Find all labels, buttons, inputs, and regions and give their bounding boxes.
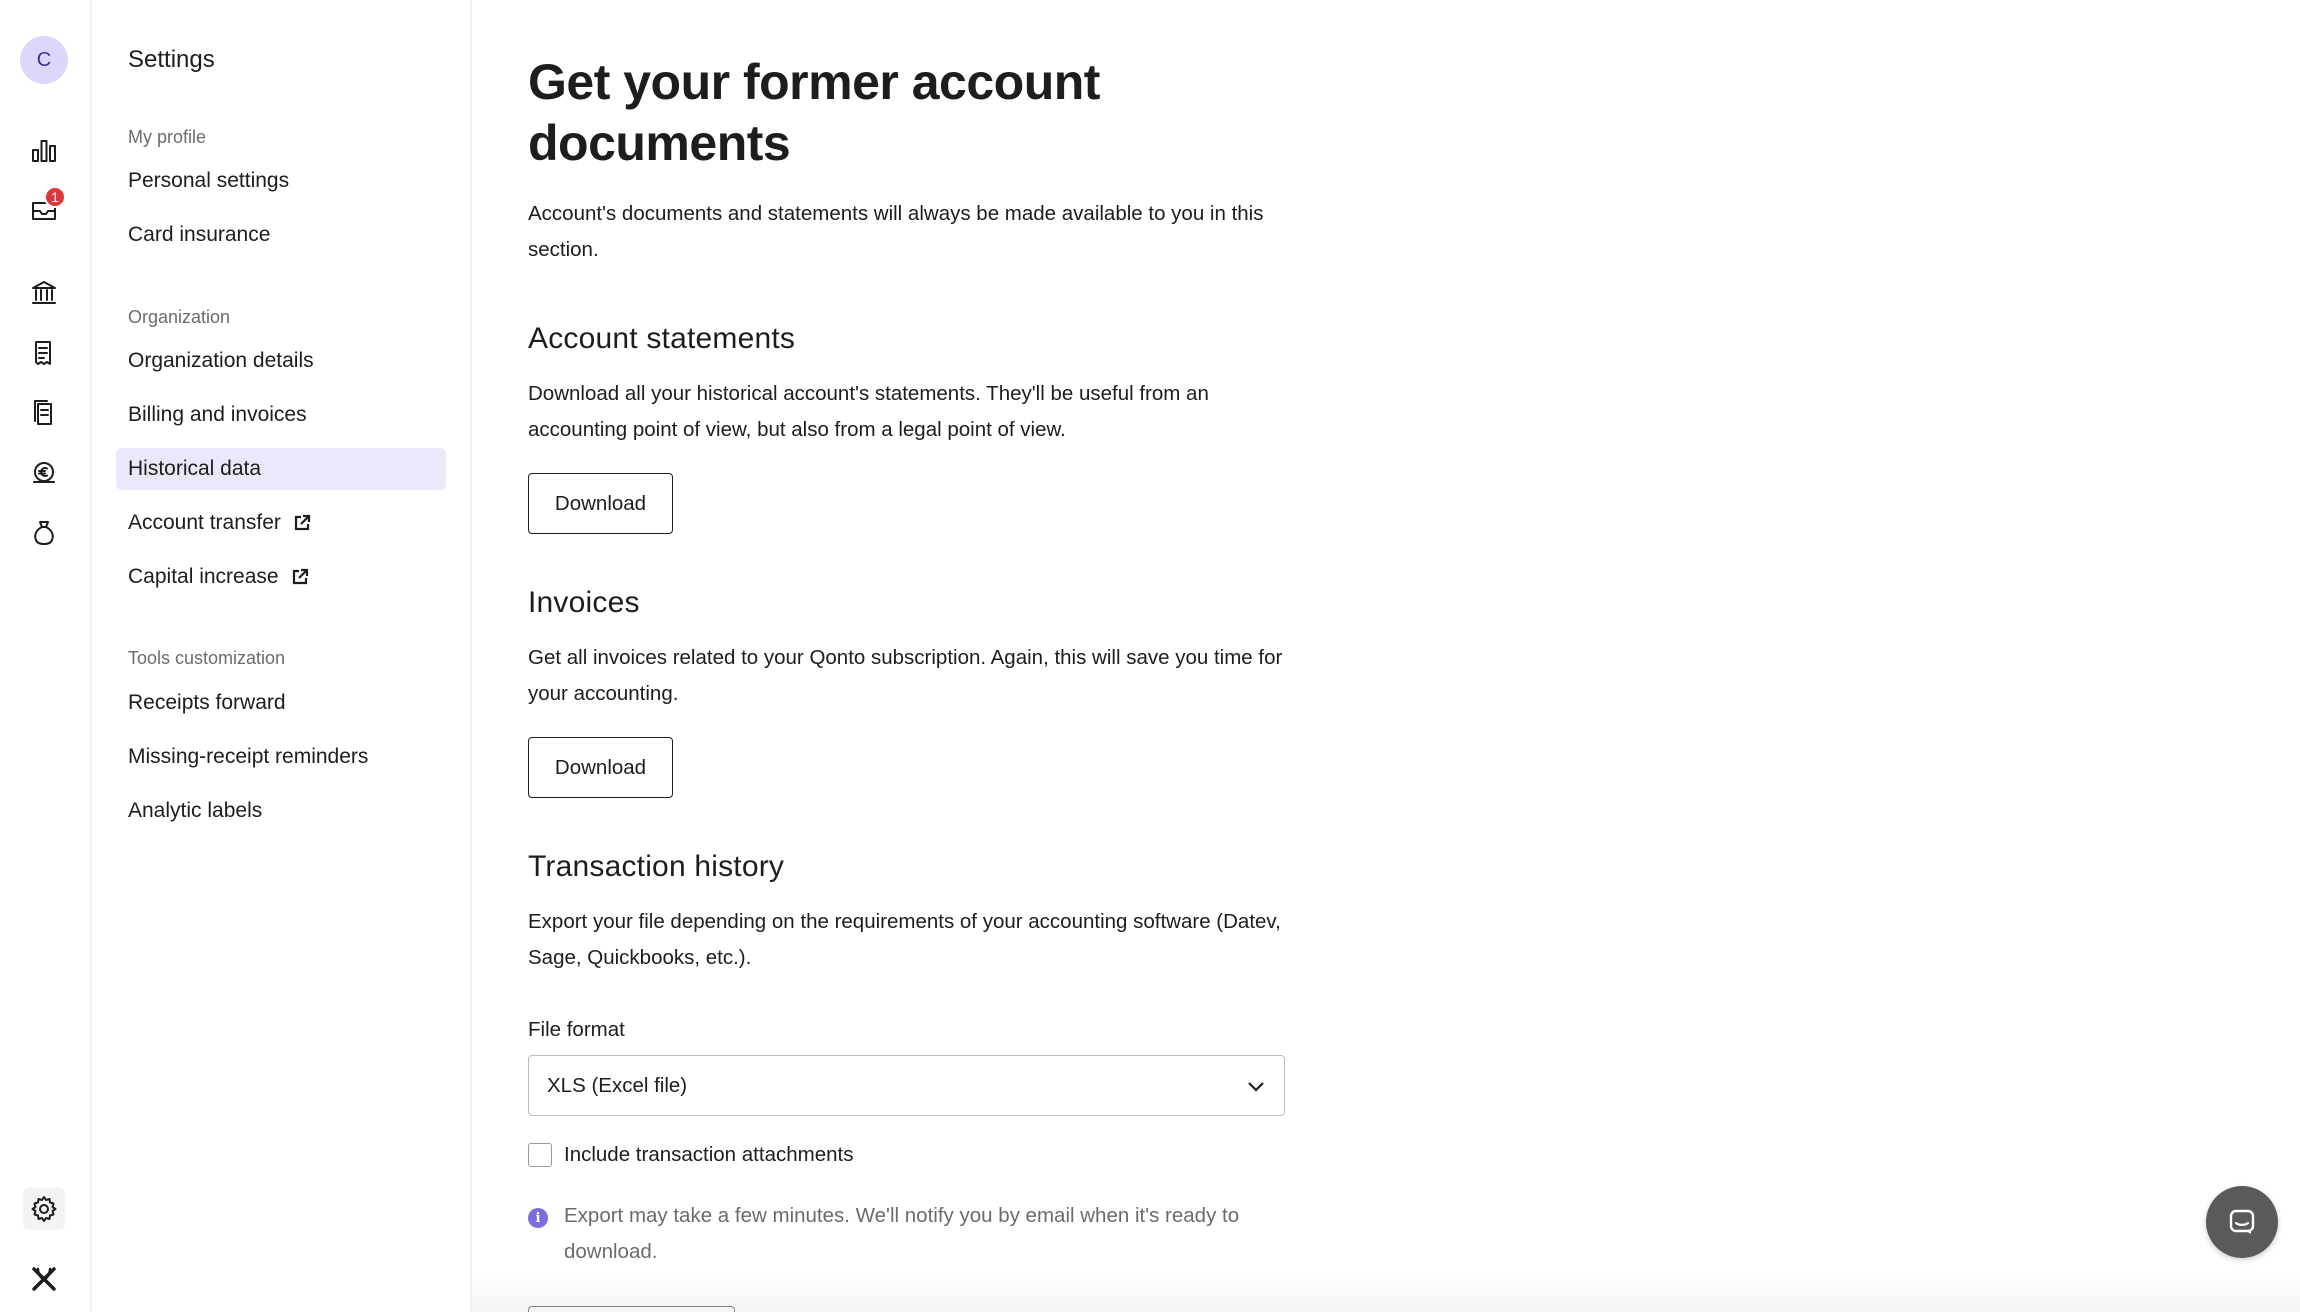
capital-icon[interactable] [23, 512, 65, 554]
page-title: Get your former account documents [528, 54, 1100, 171]
nav-item-label: Capital increase [128, 565, 279, 588]
bank-icon[interactable] [23, 272, 65, 314]
nav-item-label: Missing-receipt reminders [128, 745, 369, 768]
nav-item-label: Billing and invoices [128, 403, 307, 426]
receipts-icon[interactable] [23, 332, 65, 374]
bottom-fade [472, 1270, 2300, 1312]
analytics-icon[interactable] [23, 130, 65, 172]
qonto-logo-icon[interactable] [23, 1258, 65, 1300]
icon-rail [0, 0, 92, 1312]
nav-item-billing-and-invoices[interactable] [116, 394, 446, 436]
section-heading-my-profile: My profile [128, 127, 207, 147]
transactions-description: Export your file depending on the requirements of your accounting software (Datev, Sage, Quickbooks, etc.). [528, 910, 1281, 969]
intro-text: Account's documents and statements will always be made available to you in this section. [528, 202, 1264, 261]
notification-badge: 1 [44, 186, 66, 208]
statements-description: Download all your historical account's statements. They'll be useful from an accounting point of view, but also from a legal point of view. [528, 382, 1209, 441]
nav-item-label: Organization details [128, 349, 314, 372]
nav-item-label: Card insurance [128, 223, 271, 246]
settings-title: Settings [128, 46, 215, 73]
documents-icon[interactable] [23, 392, 65, 434]
file-format-label: File format [528, 1018, 625, 1041]
nav-item-account-transfer[interactable] [116, 502, 446, 544]
attachments-checkbox[interactable] [528, 1143, 552, 1167]
section-heading-tools-customization: Tools customization [128, 648, 286, 668]
attachments-checkbox-row[interactable] [528, 1143, 853, 1167]
statements-heading: Account statements [528, 322, 796, 355]
nav-item-label: Personal settings [128, 169, 290, 192]
nav-item-label: Receipts forward [128, 691, 286, 714]
download-invoices-button[interactable]: Download [528, 737, 673, 798]
settings-icon[interactable] [23, 1188, 65, 1230]
chevron-down-icon [1244, 1074, 1268, 1098]
nav-item-label: Analytic labels [128, 799, 263, 822]
file-format-select[interactable] [528, 1055, 1285, 1116]
transactions-heading: Transaction history [528, 850, 785, 883]
download-statements-button[interactable]: Download [528, 473, 673, 534]
external-link-icon [293, 514, 311, 532]
settings-nav [92, 0, 472, 1312]
external-link-icon [291, 568, 309, 586]
nav-item-label: Account transfer [128, 511, 281, 534]
nav-item-personal-settings[interactable] [116, 160, 446, 202]
nav-item-organization-details[interactable] [116, 340, 446, 382]
nav-item-historical-data[interactable] [116, 448, 446, 490]
attachments-label: Include transaction attachments [564, 1143, 854, 1166]
section-heading-organization: Organization [128, 307, 231, 327]
financing-icon[interactable] [23, 452, 65, 494]
nav-item-receipts-forward[interactable] [116, 682, 446, 724]
nav-item-card-insurance[interactable] [116, 214, 446, 256]
invoices-description: Get all invoices related to your Qonto subscription. Again, this will save you time for your accounting. [528, 646, 1283, 705]
chat-icon [2226, 1206, 2258, 1238]
nav-item-analytic-labels[interactable] [116, 790, 446, 832]
file-format-value: XLS (Excel file) [547, 1073, 688, 1097]
nav-item-missing-receipt-reminders[interactable] [116, 736, 446, 778]
avatar[interactable]: C [20, 36, 68, 84]
nav-item-capital-increase[interactable] [116, 556, 446, 598]
invoices-heading: Invoices [528, 586, 640, 619]
nav-item-label: Historical data [128, 457, 262, 480]
support-chat-button[interactable] [2206, 1186, 2278, 1258]
export-info-text: Export may take a few minutes. We'll notify you by email when it's ready to download. [564, 1204, 1240, 1263]
info-icon: i [528, 1208, 548, 1228]
